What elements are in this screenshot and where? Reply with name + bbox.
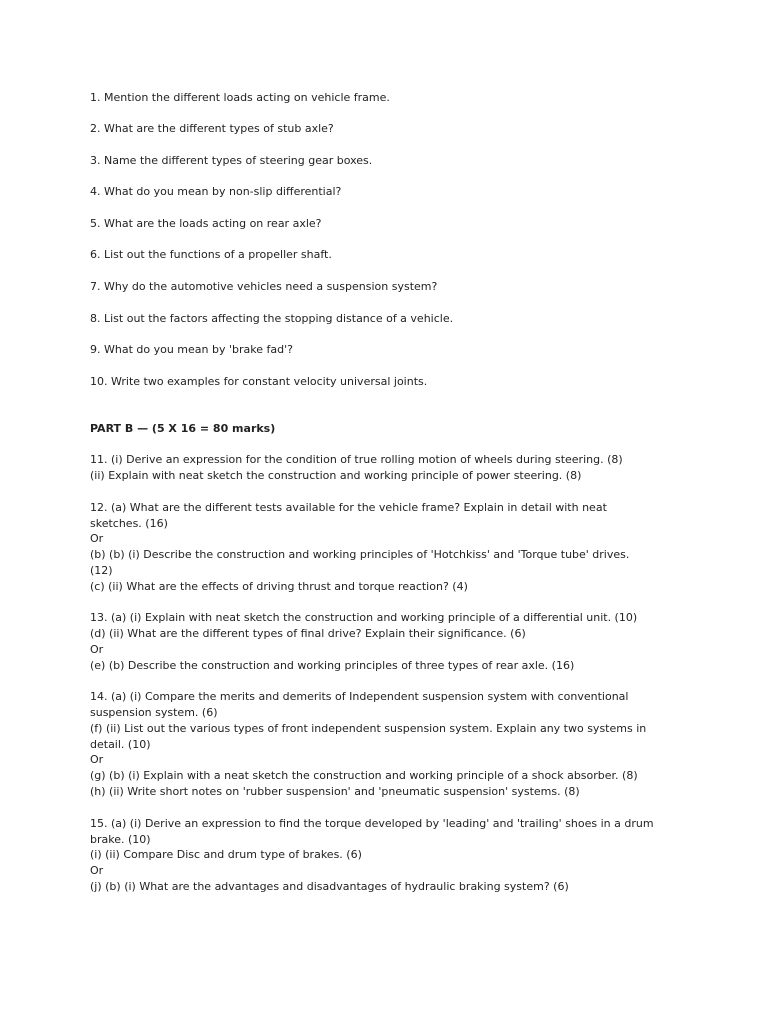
question-14-line: detail. (10) <box>90 738 151 751</box>
question-14-line: suspension system. (6) <box>90 706 218 719</box>
question-12-line: sketches. (16) <box>90 517 168 530</box>
question-13-line: 13. (a) (i) Explain with neat sketch the construction and working principle of a differential unit. (10) <box>90 611 638 624</box>
question-14-or: Or <box>90 753 104 766</box>
question-15-line: brake. (10) <box>90 833 151 846</box>
question-12-line: (b) (b) (i) Describe the construction and working principles of 'Hotchkiss' and 'Torque tube' drives. <box>90 548 630 561</box>
question-11-line: (ii) Explain with neat sketch the construction and working principle of power steering. (8) <box>90 469 582 482</box>
question-9: 9. What do you mean by 'brake fad'? <box>90 343 293 356</box>
question-3: 3. Name the different types of steering gear boxes. <box>90 154 373 167</box>
question-14-line: 14. (a) (i) Compare the merits and demerits of Independent suspension system with conventional <box>90 690 629 703</box>
question-4: 4. What do you mean by non-slip differential? <box>90 185 342 198</box>
question-14-line: (g) (b) (i) Explain with a neat sketch the construction and working principle of a shock absorber. (8) <box>90 769 638 782</box>
question-13-line: (d) (ii) What are the different types of final drive? Explain their significance. (6) <box>90 627 526 640</box>
question-7: 7. Why do the automotive vehicles need a suspension system? <box>90 280 438 293</box>
question-12-line: (12) <box>90 564 113 577</box>
question-6: 6. List out the functions of a propeller shaft. <box>90 248 332 261</box>
question-2: 2. What are the different types of stub axle? <box>90 122 334 135</box>
question-10: 10. Write two examples for constant velocity universal joints. <box>90 375 428 388</box>
question-5: 5. What are the loads acting on rear axle? <box>90 217 322 230</box>
question-14-line: (h) (ii) Write short notes on 'rubber suspension' and 'pneumatic suspension' systems. (8) <box>90 785 580 798</box>
question-15-line: (i) (ii) Compare Disc and drum type of brakes. (6) <box>90 848 362 861</box>
question-13-or: Or <box>90 643 104 656</box>
question-15-line: (j) (b) (i) What are the advantages and disadvantages of hydraulic braking system? (6) <box>90 880 569 893</box>
question-15-line: 15. (a) (i) Derive an expression to find the torque developed by 'leading' and 'trailing' shoes in a drum <box>90 817 654 830</box>
question-15-or: Or <box>90 864 104 877</box>
question-13-line: (e) (b) Describe the construction and working principles of three types of rear axle. (16) <box>90 659 575 672</box>
question-12-or: Or <box>90 532 104 545</box>
question-1: 1. Mention the different loads acting on vehicle frame. <box>90 91 390 104</box>
question-8: 8. List out the factors affecting the stopping distance of a vehicle. <box>90 312 454 325</box>
question-12-line: (c) (ii) What are the effects of driving thrust and torque reaction? (4) <box>90 580 468 593</box>
question-14-line: (f) (ii) List out the various types of front independent suspension system. Explain any two systems in <box>90 722 647 735</box>
part-b-heading: PART B — (5 X 16 = 80 marks) <box>90 422 276 435</box>
question-11-line: 11. (i) Derive an expression for the condition of true rolling motion of wheels during steering. (8) <box>90 453 623 466</box>
question-12-line: 12. (a) What are the different tests available for the vehicle frame? Explain in detail with neat <box>90 501 607 514</box>
